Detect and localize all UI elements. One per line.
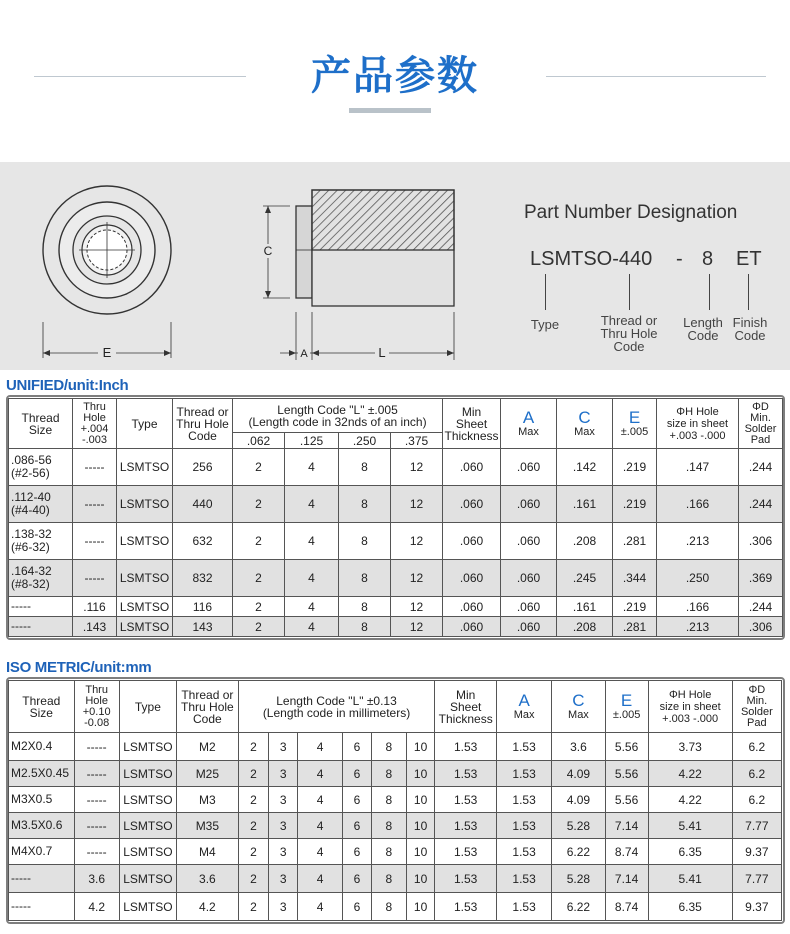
cell-length-code: 10 xyxy=(406,787,435,813)
table-row xyxy=(9,597,783,617)
cell-h-hole: 4.22 xyxy=(648,761,732,787)
cell-min-sheet: .060 xyxy=(443,617,501,637)
col-thru-hole: Thru Hole +.004 -.003 xyxy=(73,399,117,449)
cell-length-code: 2 xyxy=(233,523,285,560)
cell-thread-size: ----- xyxy=(9,893,75,921)
col-code: Thread or Thru Hole Code xyxy=(173,399,233,449)
cell-e: .281 xyxy=(613,617,657,637)
col-h-hole: ΦH Hole size in sheet +.003 -.000 xyxy=(648,681,732,733)
table-row xyxy=(9,486,783,523)
cell-c-max: 4.09 xyxy=(552,787,605,813)
cell-length-code: 12 xyxy=(391,560,443,597)
metric-rows xyxy=(9,733,782,921)
cell-type: LSMTSO xyxy=(119,787,176,813)
cell-min-sheet: 1.53 xyxy=(435,839,497,865)
cell-length-code: 8 xyxy=(371,733,406,761)
cell-type: LSMTSO xyxy=(117,617,173,637)
cell-thread-size: .112-40 (#4-40) xyxy=(9,486,73,523)
cell-length-code: 3 xyxy=(269,865,298,893)
cell-type: LSMTSO xyxy=(119,813,176,839)
cell-type: LSMTSO xyxy=(119,865,176,893)
cell-a-max: .060 xyxy=(501,560,557,597)
cell-c-max: .208 xyxy=(557,523,613,560)
cell-code: M3 xyxy=(177,787,239,813)
cell-type: LSMTSO xyxy=(117,523,173,560)
col-thread-size: Thread Size xyxy=(9,399,73,449)
cell-h-hole: .147 xyxy=(657,449,739,486)
cell-thread-size: M2X0.4 xyxy=(9,733,75,761)
cell-e: .281 xyxy=(613,523,657,560)
thread-leader xyxy=(629,274,630,310)
cell-length-code: 4 xyxy=(285,486,339,523)
cell-length-code: 4 xyxy=(285,523,339,560)
unified-heading: UNIFIED/unit:Inch xyxy=(6,377,129,394)
cell-thru-hole: 3.6 xyxy=(74,865,119,893)
cell-d-pad: 6.2 xyxy=(732,733,781,761)
cell-h-hole: 4.22 xyxy=(648,787,732,813)
cell-type: LSMTSO xyxy=(119,733,176,761)
cell-e: 7.14 xyxy=(605,865,648,893)
cell-d-pad: .244 xyxy=(739,486,783,523)
cell-length-code: 2 xyxy=(233,449,285,486)
col-thru-hole: Thru Hole +0.10 -0.08 xyxy=(74,681,119,733)
cell-thru-hole: ----- xyxy=(74,761,119,787)
cell-thru-hole: ----- xyxy=(74,787,119,813)
dim-c-label: C xyxy=(263,244,273,258)
cell-d-pad: 7.77 xyxy=(732,865,781,893)
cell-code: 632 xyxy=(173,523,233,560)
table-row xyxy=(9,449,783,486)
col-c-sub: Max xyxy=(568,708,589,721)
cell-a-max: .060 xyxy=(501,523,557,560)
part-finish-segment: ET xyxy=(736,248,762,270)
cell-h-hole: .250 xyxy=(657,560,739,597)
part-dash-segment: - xyxy=(676,248,683,270)
col-c-sub: Max xyxy=(574,425,595,438)
cell-e: 5.56 xyxy=(605,733,648,761)
cell-c-max: 5.28 xyxy=(552,813,605,839)
cell-c-max: 6.22 xyxy=(552,893,605,921)
cell-d-pad: 6.2 xyxy=(732,761,781,787)
cell-d-pad: .244 xyxy=(739,597,783,617)
col-length-0: .062 xyxy=(233,433,285,449)
thread-code-label: Thread or Thru Hole Code xyxy=(600,313,658,354)
cell-length-code: 8 xyxy=(371,813,406,839)
cell-length-code: 12 xyxy=(391,523,443,560)
col-type: Type xyxy=(117,399,173,449)
col-length-code: Length Code "L" ±.005 (Length code in 32nds of an inch) xyxy=(233,399,443,433)
cell-thru-hole: ----- xyxy=(73,486,117,523)
col-c xyxy=(557,399,613,449)
col-a-letter: A xyxy=(518,690,530,710)
cell-type: LSMTSO xyxy=(119,893,176,921)
cell-length-code: 4 xyxy=(285,560,339,597)
cell-length-code: 4 xyxy=(298,761,343,787)
cell-type: LSMTSO xyxy=(117,560,173,597)
cell-length-code: 2 xyxy=(238,761,269,787)
cell-length-code: 2 xyxy=(238,839,269,865)
cell-thru-hole: .116 xyxy=(73,597,117,617)
cell-length-code: 3 xyxy=(269,761,298,787)
col-a-letter: A xyxy=(522,407,535,427)
cell-length-code: 3 xyxy=(269,787,298,813)
cell-min-sheet: 1.53 xyxy=(435,893,497,921)
cell-length-code: 2 xyxy=(238,733,269,761)
cell-code: 440 xyxy=(173,486,233,523)
col-min-sheet: Min Sheet Thickness xyxy=(435,681,497,733)
cell-length-code: 3 xyxy=(269,813,298,839)
cell-length-code: 8 xyxy=(339,560,391,597)
cell-a-max: .060 xyxy=(501,597,557,617)
cell-a-max: 1.53 xyxy=(496,865,551,893)
cell-length-code: 8 xyxy=(339,617,391,637)
cell-min-sheet: .060 xyxy=(443,560,501,597)
cell-a-max: .060 xyxy=(501,617,557,637)
table-row xyxy=(9,523,783,560)
cell-code: 256 xyxy=(173,449,233,486)
cell-length-code: 8 xyxy=(371,787,406,813)
cell-e: 5.56 xyxy=(605,761,648,787)
cell-length-code: 10 xyxy=(406,839,435,865)
cell-d-pad: .369 xyxy=(739,560,783,597)
cell-length-code: 8 xyxy=(371,865,406,893)
end-view xyxy=(43,186,171,360)
col-type: Type xyxy=(119,681,176,733)
cell-c-max: .161 xyxy=(557,486,613,523)
col-a-sub: Max xyxy=(518,425,539,438)
cell-length-code: 4 xyxy=(285,617,339,637)
table-row xyxy=(9,787,782,813)
col-code: Thread or Thru Hole Code xyxy=(177,681,239,733)
col-min-sheet: Min Sheet Thickness xyxy=(443,399,501,449)
type-leader xyxy=(545,274,546,310)
col-d-pad: ΦD Min. Solder Pad xyxy=(739,399,783,449)
cell-length-code: 2 xyxy=(238,787,269,813)
cell-length-code: 4 xyxy=(298,733,343,761)
cell-length-code: 2 xyxy=(238,893,269,921)
cell-code: 3.6 xyxy=(177,865,239,893)
cell-e: .219 xyxy=(613,449,657,486)
cell-a-max: 1.53 xyxy=(496,839,551,865)
cell-length-code: 4 xyxy=(298,839,343,865)
col-e-sub: ±.005 xyxy=(612,708,641,721)
cell-d-pad: .244 xyxy=(739,449,783,486)
cell-c-max: 3.6 xyxy=(552,733,605,761)
col-length-1: .125 xyxy=(285,433,339,449)
cell-length-code: 8 xyxy=(371,839,406,865)
cell-min-sheet: .060 xyxy=(443,486,501,523)
cell-code: 116 xyxy=(173,597,233,617)
cell-length-code: 4 xyxy=(298,813,343,839)
col-e-sub: ±.005 xyxy=(620,425,649,438)
col-h-hole: ΦH Hole size in sheet +.003 -.000 xyxy=(657,399,739,449)
cell-min-sheet: .060 xyxy=(443,597,501,617)
cell-length-code: 8 xyxy=(339,486,391,523)
cell-e: 7.14 xyxy=(605,813,648,839)
cell-h-hole: .166 xyxy=(657,486,739,523)
cell-length-code: 8 xyxy=(371,761,406,787)
unified-rows xyxy=(9,449,783,637)
dim-l-label: L xyxy=(378,345,386,360)
technical-drawing xyxy=(0,162,790,370)
cell-c-max: .142 xyxy=(557,449,613,486)
cell-type: LSMTSO xyxy=(117,449,173,486)
cell-type: LSMTSO xyxy=(117,597,173,617)
table-row xyxy=(9,617,783,637)
cell-thread-size: .138-32 (#6-32) xyxy=(9,523,73,560)
cell-thru-hole: ----- xyxy=(73,523,117,560)
table-row xyxy=(9,893,782,921)
cell-d-pad: .306 xyxy=(739,617,783,637)
cell-min-sheet: 1.53 xyxy=(435,813,497,839)
cell-h-hole: 6.35 xyxy=(648,893,732,921)
title-divider-right xyxy=(546,76,766,77)
col-e-letter: E xyxy=(628,407,641,427)
part-length-segment: 8 xyxy=(702,248,714,270)
col-c-letter: C xyxy=(578,407,591,427)
part-type-segment: LSMTSO-440 xyxy=(530,248,653,270)
cell-type: LSMTSO xyxy=(119,761,176,787)
cell-thread-size: M4X0.7 xyxy=(9,839,75,865)
cell-e: 8.74 xyxy=(605,839,648,865)
cell-length-code: 12 xyxy=(391,597,443,617)
cell-thread-size: ----- xyxy=(9,597,73,617)
metric-heading: ISO METRIC/unit:mm xyxy=(6,659,152,676)
unified-spec-table xyxy=(8,398,783,637)
cell-a-max: .060 xyxy=(501,486,557,523)
cell-code: 143 xyxy=(173,617,233,637)
table-row xyxy=(9,839,782,865)
cell-length-code: 4 xyxy=(298,787,343,813)
col-length-2: .250 xyxy=(339,433,391,449)
cell-thru-hole: ----- xyxy=(73,560,117,597)
cell-length-code: 6 xyxy=(343,761,372,787)
cell-length-code: 6 xyxy=(343,733,372,761)
cell-thru-hole: ----- xyxy=(74,813,119,839)
col-d-pad: ΦD Min. Solder Pad xyxy=(732,681,781,733)
cell-h-hole: .213 xyxy=(657,617,739,637)
col-thread-size: Thread Size xyxy=(9,681,75,733)
col-a xyxy=(501,399,557,449)
cell-a-max: 1.53 xyxy=(496,787,551,813)
cell-a-max: .060 xyxy=(501,449,557,486)
table-row xyxy=(9,813,782,839)
cell-length-code: 8 xyxy=(371,893,406,921)
cell-thread-size: M3X0.5 xyxy=(9,787,75,813)
dim-e-label: E xyxy=(102,345,112,360)
cell-thread-size: .164-32 (#8-32) xyxy=(9,560,73,597)
cell-min-sheet: 1.53 xyxy=(435,733,497,761)
table-row xyxy=(9,865,782,893)
side-view xyxy=(260,190,454,360)
cell-min-sheet: .060 xyxy=(443,523,501,560)
cell-e: 5.56 xyxy=(605,787,648,813)
cell-e: .219 xyxy=(613,486,657,523)
cell-type: LSMTSO xyxy=(117,486,173,523)
col-length-code: Length Code "L" ±0.13 (Length code in millimeters) xyxy=(238,681,435,733)
length-leader xyxy=(709,274,710,310)
cell-thread-size: ----- xyxy=(9,617,73,637)
cell-h-hole: 5.41 xyxy=(648,813,732,839)
cell-length-code: 3 xyxy=(269,893,298,921)
finish-leader xyxy=(748,274,749,310)
cell-length-code: 3 xyxy=(269,839,298,865)
cell-length-code: 2 xyxy=(233,560,285,597)
cell-e: 8.74 xyxy=(605,893,648,921)
cell-e: .344 xyxy=(613,560,657,597)
dim-a-label: A xyxy=(300,348,308,360)
cell-code: M25 xyxy=(177,761,239,787)
table-row xyxy=(9,560,783,597)
cell-code: M4 xyxy=(177,839,239,865)
cell-length-code: 6 xyxy=(343,787,372,813)
cell-length-code: 3 xyxy=(269,733,298,761)
cell-length-code: 6 xyxy=(343,813,372,839)
cell-length-code: 8 xyxy=(339,597,391,617)
cell-c-max: 4.09 xyxy=(552,761,605,787)
part-number-designation xyxy=(496,162,790,370)
col-a xyxy=(496,681,551,733)
cell-length-code: 12 xyxy=(391,449,443,486)
cell-length-code: 8 xyxy=(339,523,391,560)
cell-c-max: .161 xyxy=(557,597,613,617)
cell-min-sheet: 1.53 xyxy=(435,761,497,787)
cell-min-sheet: 1.53 xyxy=(435,865,497,893)
cell-h-hole: 6.35 xyxy=(648,839,732,865)
standoff-drawing xyxy=(0,162,496,370)
col-e-letter: E xyxy=(620,690,633,710)
cell-length-code: 10 xyxy=(406,733,435,761)
cell-a-max: 1.53 xyxy=(496,893,551,921)
part-number-heading: Part Number Designation xyxy=(524,202,738,223)
cell-c-max: .208 xyxy=(557,617,613,637)
cell-thru-hole: ----- xyxy=(74,733,119,761)
cell-h-hole: .213 xyxy=(657,523,739,560)
cell-h-hole: 5.41 xyxy=(648,865,732,893)
cell-code: M2 xyxy=(177,733,239,761)
cell-code: M35 xyxy=(177,813,239,839)
title-bar xyxy=(0,0,790,150)
cell-length-code: 2 xyxy=(233,597,285,617)
cell-length-code: 2 xyxy=(238,813,269,839)
cell-thru-hole: ----- xyxy=(73,449,117,486)
cell-length-code: 10 xyxy=(406,761,435,787)
page-title: 产品参数 xyxy=(311,53,479,99)
cell-length-code: 4 xyxy=(285,597,339,617)
cell-length-code: 6 xyxy=(343,893,372,921)
cell-min-sheet: .060 xyxy=(443,449,501,486)
cell-length-code: 6 xyxy=(343,865,372,893)
cell-c-max: 6.22 xyxy=(552,839,605,865)
cell-type: LSMTSO xyxy=(119,839,176,865)
cell-thread-size: ----- xyxy=(9,865,75,893)
cell-length-code: 12 xyxy=(391,617,443,637)
cell-thread-size: .086-56 (#2-56) xyxy=(9,449,73,486)
length-code-label: Length Code xyxy=(683,315,723,343)
cell-d-pad: .306 xyxy=(739,523,783,560)
cell-thru-hole: .143 xyxy=(73,617,117,637)
cell-h-hole: .166 xyxy=(657,597,739,617)
cell-h-hole: 3.73 xyxy=(648,733,732,761)
cell-a-max: 1.53 xyxy=(496,761,551,787)
cell-thru-hole: ----- xyxy=(74,839,119,865)
cell-d-pad: 9.37 xyxy=(732,893,781,921)
cell-c-max: .245 xyxy=(557,560,613,597)
cell-d-pad: 6.2 xyxy=(732,787,781,813)
cell-c-max: 5.28 xyxy=(552,865,605,893)
cell-thread-size: M2.5X0.45 xyxy=(9,761,75,787)
cell-a-max: 1.53 xyxy=(496,813,551,839)
cell-length-code: 6 xyxy=(343,839,372,865)
col-c-letter: C xyxy=(572,690,585,710)
cell-code: 4.2 xyxy=(177,893,239,921)
cell-length-code: 8 xyxy=(339,449,391,486)
cell-length-code: 10 xyxy=(406,813,435,839)
cell-d-pad: 9.37 xyxy=(732,839,781,865)
cell-length-code: 4 xyxy=(298,865,343,893)
col-length-3: .375 xyxy=(391,433,443,449)
cell-e: .219 xyxy=(613,597,657,617)
cell-length-code: 2 xyxy=(233,486,285,523)
finish-code-label: Finish Code xyxy=(732,315,768,343)
type-label: Type xyxy=(530,317,560,332)
cell-length-code: 4 xyxy=(298,893,343,921)
cell-length-code: 12 xyxy=(391,486,443,523)
cell-code: 832 xyxy=(173,560,233,597)
col-a-sub: Max xyxy=(513,708,535,721)
cell-thread-size: M3.5X0.6 xyxy=(9,813,75,839)
cell-a-max: 1.53 xyxy=(496,733,551,761)
cell-length-code: 10 xyxy=(406,865,435,893)
cell-d-pad: 7.77 xyxy=(732,813,781,839)
col-e xyxy=(613,399,657,449)
cell-length-code: 2 xyxy=(238,865,269,893)
cell-length-code: 10 xyxy=(406,893,435,921)
title-underline xyxy=(349,108,431,113)
cell-length-code: 4 xyxy=(285,449,339,486)
table-row xyxy=(9,733,782,761)
cell-length-code: 2 xyxy=(233,617,285,637)
cell-thru-hole: 4.2 xyxy=(74,893,119,921)
col-e xyxy=(605,681,648,733)
metric-spec-table xyxy=(8,680,782,921)
table-row xyxy=(9,761,782,787)
cell-min-sheet: 1.53 xyxy=(435,787,497,813)
col-c xyxy=(552,681,605,733)
